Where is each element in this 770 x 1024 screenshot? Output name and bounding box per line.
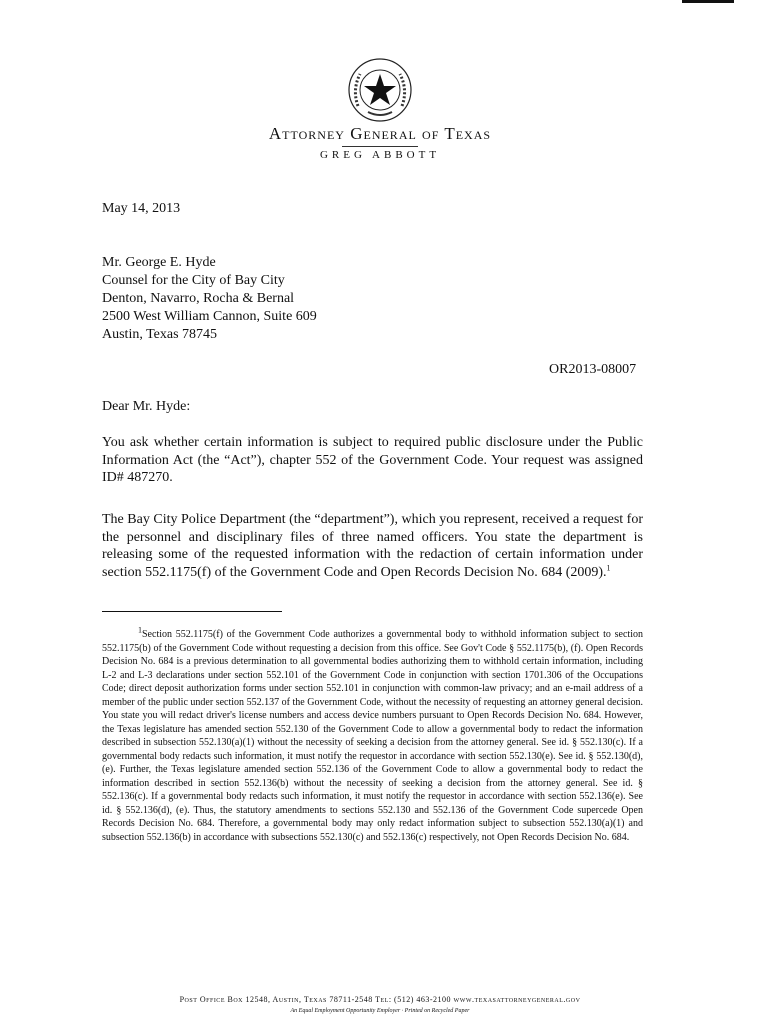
paragraph-request: You ask whether certain information is subject to required public disclosure under the Public Information Act (the “Act”), chapter 552 of the Government Code. Your request was assigned ID# 487270. bbox=[102, 435, 643, 485]
footnote-text: Section 552.1175(f) of the Government Code authorizes a governmental body to withhold information subject to section 552.1175(b) of the Government Code without requesting a decision from this office. See Gov't Code § 552.1175(b), (f). Open Records Decision No. 684 is a previous determination to all governmental bodies authorizing them to withhold certain information, including L-2 and L-3 declarations under section 552.101 of the Government Code in conjunction with section 1701.306 of the Occupations Code; direct deposit authorization forms under section 552.101 in conjunction with common-law privacy; and an e-mail address of a member of the public under section 552.137 of the Government Code, without the necessity of requesting an attorney general decision. You state you will redact driver's license numbers and access device numbers pursuant to Open Records Decision No. 684. However, the Texas legislature has amended section 552.130 of the Government Code to allow a governmental body to redact the information described in subsection 552.130(a)(1) without the necessity of seeking a decision from the attorney general. See id. § 552.130(c). If a governmental body redacts such information, it must notify the requestor in accordance with section 552.130(e). See id. § 552.130(d), (e). Further, the Texas legislature amended section 552.136 of the Government Code to allow a governmental body to redact the information described in section 552.136(b) without the necessity of seeking a decision from the attorney general. See id. § 552.136(c). If a governmental body redacts such information, it must notify the requestor in accordance with section 552.136(e). See id. § 552.136(d), (e). Thus, the statutory amendments to sections 552.130 and 552.136 of the Government Code supercede Open Records Decision No. 684. Therefore, a governmental body may only redact information subject to subsection 552.130(a)(1) and subsection 552.136(b) in accordance with subsections 552.130(c) and 552.136(c) respectively, not Open Records Decision No. 684. bbox=[102, 629, 643, 843]
footer-contact: Post Office Box 12548, Austin, Texas 78711-2548 Tel: (512) 463-2100 www.texasattorneygeneral.gov bbox=[179, 995, 581, 1004]
footer-tagline: An Equal Employment Opportunity Employer · Printed on Recycled Paper bbox=[290, 1008, 470, 1014]
footnote bbox=[102, 625, 643, 844]
footnote-rule bbox=[102, 611, 282, 612]
reference-number: OR2013-08007 bbox=[549, 362, 637, 377]
address-line: Denton, Navarro, Rocha & Bernal bbox=[102, 291, 295, 306]
paragraph-department bbox=[102, 511, 643, 581]
recipient-address bbox=[102, 254, 317, 344]
texas-seal-icon bbox=[346, 56, 414, 124]
letterhead-title: Attorney General of Texas bbox=[268, 124, 492, 143]
letterhead-name: GREG ABBOTT bbox=[319, 149, 441, 161]
letterhead-rule bbox=[342, 146, 418, 147]
letter-date: May 14, 2013 bbox=[102, 201, 181, 216]
address-line: Counsel for the City of Bay City bbox=[102, 273, 285, 288]
corner-mark bbox=[682, 0, 734, 3]
address-line: 2500 West William Cannon, Suite 609 bbox=[102, 309, 317, 324]
footnote-marker: 1 bbox=[138, 625, 142, 635]
paragraph-department-text: The Bay City Police Department (the “department”), which you represent, received a request for the personnel and disciplinary files of three named officers. You state the department is releasing some of the requested information with the redaction of certain information under section 552.1175(f) of the Government Code and Open Records Decision No. 684 (2009). bbox=[102, 512, 643, 580]
address-line: Mr. George E. Hyde bbox=[102, 255, 216, 270]
footnote-reference: 1 bbox=[606, 562, 611, 572]
address-line: Austin, Texas 78745 bbox=[102, 327, 218, 342]
salutation: Dear Mr. Hyde: bbox=[102, 399, 191, 414]
letterhead bbox=[180, 124, 580, 161]
